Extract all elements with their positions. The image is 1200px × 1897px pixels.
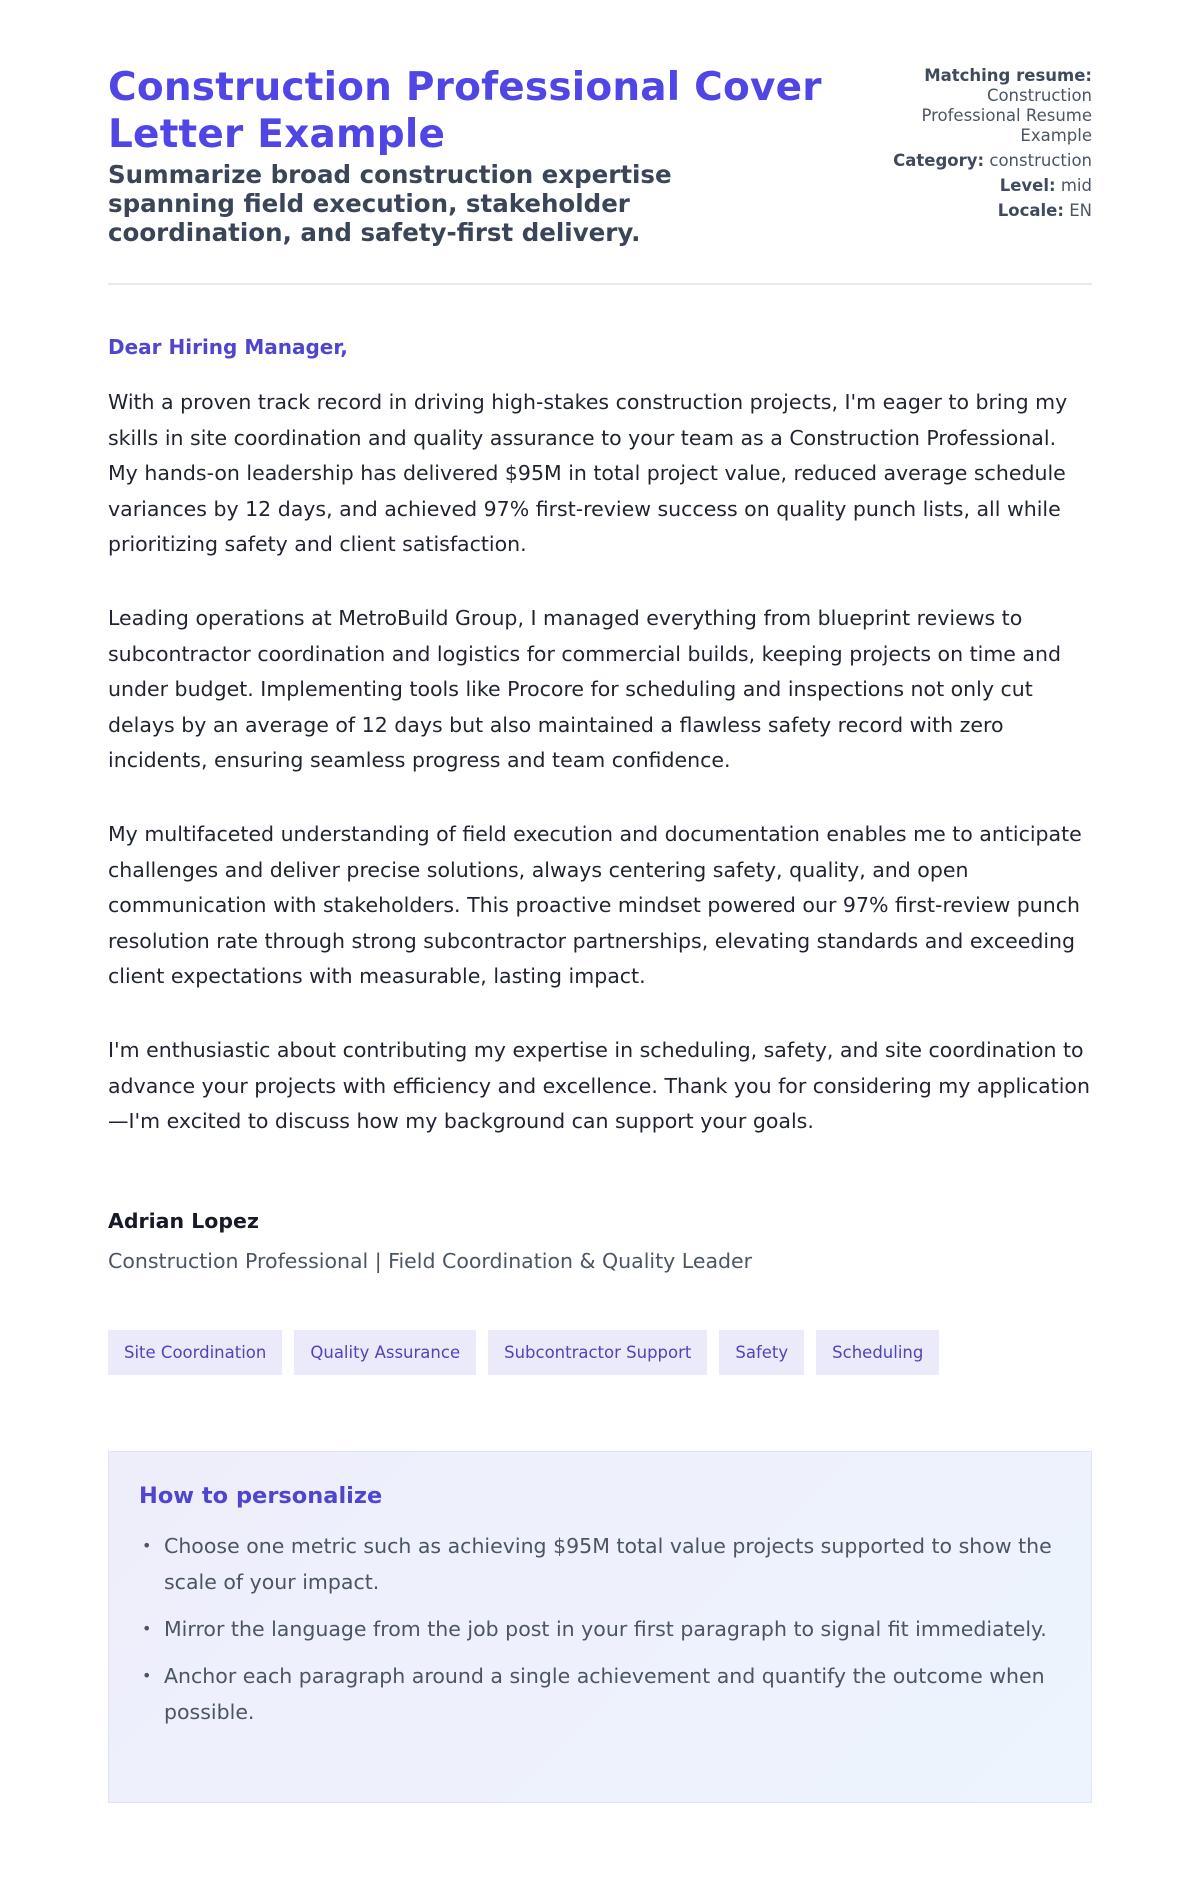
- signature-title: Construction Professional | Field Coordination & Quality Leader: [108, 1248, 753, 1273]
- bullet-icon: •: [142, 1535, 152, 1555]
- tip-item: [139, 1658, 1061, 1730]
- signature-name: Adrian Lopez: [108, 1208, 259, 1233]
- skill-tag: Scheduling: [816, 1330, 939, 1375]
- letter-paragraph: I'm enthusiastic about contributing my expertise in scheduling, safety, and site coordination to advance your projects with efficiency and excellence. Thank you for considering my application—I'm excited to discuss how my background can support your goals.: [108, 1037, 1090, 1134]
- page-header: [108, 0, 1092, 247]
- personalize-tips-box: [108, 1451, 1092, 1803]
- tip-item: [139, 1611, 1061, 1647]
- letter-paragraph: My multifaceted understanding of field execution and documentation enables me to anticipate challenges and deliver precise solutions, always centering safety, quality, and open communication with stakeholders. This proactive mindset powered our 97% first-review punch resolution rate through strong subcontractor partnerships, elevating standards and exceeding client expectations with measurable, lasting impact.: [108, 821, 1082, 989]
- skill-tag: Site Coordination: [108, 1330, 282, 1375]
- page-subtitle: Summarize broad construction expertise spanning field execution, stakeholder coordination, and safety-first delivery.: [108, 160, 672, 247]
- skill-tag: Subcontractor Support: [488, 1330, 707, 1375]
- tip-text: Anchor each paragraph around a single achievement and quantify the outcome when possible.: [164, 1663, 1045, 1724]
- letter-paragraph: Leading operations at MetroBuild Group, I managed everything from blueprint reviews to subcontractor coordination and logistics for commercial builds, keeping projects on time and under budget. Implementing tools like Procore for scheduling and inspections not only cut delays by an average of 12 days but also maintained a flawless safety record with zero incidents, ensuring seamless progress and team confidence.: [108, 605, 1061, 773]
- tip-text: Choose one metric such as achieving $95M total value projects supported to show the scale of your impact.: [164, 1533, 1052, 1594]
- meta-label: Locale:: [997, 201, 1064, 220]
- meta-label: Level:: [999, 176, 1056, 195]
- header-divider: [108, 283, 1092, 285]
- meta-label: Category:: [893, 151, 985, 170]
- meta-value: EN: [1069, 201, 1092, 220]
- tips-list: [139, 1528, 1061, 1730]
- tip-text: Mirror the language from the job post in your first paragraph to signal fit immediately.: [164, 1616, 1047, 1641]
- skill-tag: Quality Assurance: [294, 1330, 476, 1375]
- skill-tags: [108, 1330, 1092, 1375]
- tips-title: How to personalize: [139, 1482, 383, 1509]
- meta-value: mid: [1060, 176, 1092, 195]
- matching-resume-link[interactable]: Construction Professional Resume Example: [921, 86, 1092, 145]
- signature-block: [108, 1208, 1092, 1274]
- meta-label: Matching resume:: [924, 66, 1092, 85]
- letter-body: [108, 385, 1092, 1140]
- meta-panel: [893, 64, 1092, 226]
- page-title: Construction Professional Cover Letter Example: [108, 65, 822, 157]
- letter-greeting: Dear Hiring Manager,: [108, 335, 348, 359]
- meta-level: [893, 176, 1092, 196]
- tip-item: [139, 1528, 1061, 1600]
- bullet-icon: •: [142, 1618, 152, 1638]
- title-block: [108, 64, 828, 247]
- skill-tag: Safety: [719, 1330, 804, 1375]
- meta-matching-resume: [893, 66, 1092, 146]
- meta-value: construction: [989, 151, 1092, 170]
- meta-category: [893, 151, 1092, 171]
- meta-locale: [893, 201, 1092, 221]
- bullet-icon: •: [142, 1665, 152, 1685]
- letter-paragraph: With a proven track record in driving high-stakes construction projects, I'm eager to bring my skills in site coordination and quality assurance to your team as a Construction Professional. My hands-on leadership has delivered $95M in total project value, reduced average schedule variances by 12 days, and achieved 97% first-review success on quality punch lists, all while prioritizing safety and client satisfaction.: [108, 390, 1068, 557]
